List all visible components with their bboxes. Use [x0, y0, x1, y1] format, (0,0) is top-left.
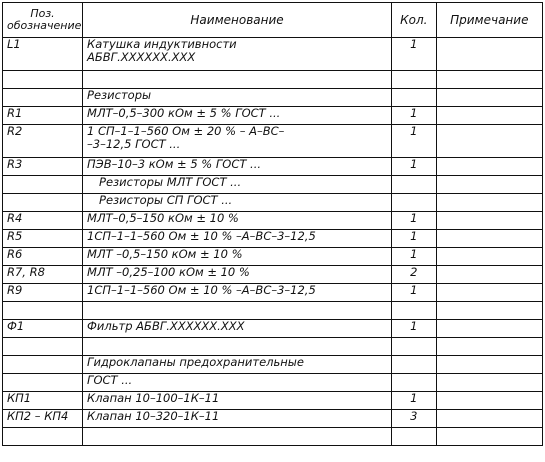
cell-name: [83, 230, 392, 248]
table-row: [3, 89, 543, 107]
table-row: [3, 302, 543, 320]
table-row: [3, 230, 543, 248]
cell-name: [83, 71, 392, 89]
table-row: [3, 38, 543, 71]
cell-name-line: –3–12,5 ГОСТ ...: [87, 137, 181, 151]
cell-name: [83, 212, 392, 230]
cell-name-line: МЛТ–0,5–300 кОм ± 5 % ГОСТ ...: [87, 106, 281, 120]
cell-note: [436, 302, 542, 320]
cell-note: [436, 356, 542, 374]
cell-name: [83, 338, 392, 356]
cell-note: [436, 125, 542, 158]
cell-quantity: [392, 89, 437, 107]
cell-position: Ф1: [3, 320, 83, 338]
cell-quantity: 1: [392, 38, 437, 71]
cell-name: [83, 356, 392, 374]
cell-quantity: 1: [392, 158, 437, 176]
cell-position: [3, 194, 83, 212]
cell-name: [83, 125, 392, 158]
table-row: [3, 410, 543, 428]
cell-quantity: 1: [392, 248, 437, 266]
cell-position: R1: [3, 107, 83, 125]
cell-note: [436, 374, 542, 392]
table-row: [3, 320, 543, 338]
cell-quantity: 1: [392, 230, 437, 248]
cell-quantity: 1: [392, 125, 437, 158]
header-note: Примечание: [436, 3, 542, 38]
cell-name: [83, 320, 392, 338]
cell-position: [3, 176, 83, 194]
cell-name: [83, 158, 392, 176]
cell-position: L1: [3, 38, 83, 71]
cell-position: R7, R8: [3, 266, 83, 284]
cell-note: [436, 89, 542, 107]
cell-name: [83, 392, 392, 410]
header-position: [3, 3, 83, 38]
cell-note: [436, 284, 542, 302]
cell-quantity: [392, 71, 437, 89]
table-header-row: [3, 3, 543, 38]
cell-name-line: АБВГ.XXXXXX.XXX: [87, 50, 196, 64]
cell-name-line: Фильтр АБВГ.XXXXXX.XXX: [87, 319, 245, 333]
cell-name-line: Резисторы: [87, 88, 152, 102]
cell-name-line: 1СП–1–1–560 Ом ± 10 % –А–ВС–3–12,5: [87, 283, 316, 297]
cell-note: [436, 428, 542, 446]
header-position-line1: Поз.: [30, 7, 55, 20]
cell-name-line: МЛТ –0,25–100 кОм ± 10 %: [87, 265, 250, 279]
table-row: [3, 392, 543, 410]
cell-position: КП1: [3, 392, 83, 410]
cell-quantity: 1: [392, 320, 437, 338]
cell-quantity: [392, 338, 437, 356]
cell-quantity: [392, 374, 437, 392]
cell-note: [436, 107, 542, 125]
cell-position: [3, 356, 83, 374]
cell-note: [436, 338, 542, 356]
specification-table: [2, 2, 543, 446]
cell-note: [436, 158, 542, 176]
cell-position: R2: [3, 125, 83, 158]
cell-name: [83, 107, 392, 125]
cell-note: [436, 71, 542, 89]
cell-name: [83, 284, 392, 302]
cell-name: [83, 176, 392, 194]
cell-quantity: 3: [392, 410, 437, 428]
cell-note: [436, 212, 542, 230]
cell-quantity: [392, 428, 437, 446]
cell-quantity: [392, 176, 437, 194]
table-row: [3, 374, 543, 392]
cell-note: [436, 410, 542, 428]
table-row: [3, 125, 543, 158]
table-row: [3, 158, 543, 176]
cell-position: [3, 374, 83, 392]
cell-name: [83, 266, 392, 284]
cell-name-line: Резисторы СП ГОСТ ...: [99, 193, 233, 207]
cell-position: [3, 89, 83, 107]
table-row: [3, 71, 543, 89]
table-row: [3, 338, 543, 356]
table-row: [3, 428, 543, 446]
cell-name: [83, 428, 392, 446]
cell-quantity: 1: [392, 212, 437, 230]
cell-note: [436, 230, 542, 248]
cell-name-line: ПЭВ–10–3 кОм ± 5 % ГОСТ ...: [87, 157, 262, 171]
table-row: [3, 356, 543, 374]
table-row: [3, 248, 543, 266]
table-row: [3, 194, 543, 212]
cell-name-line: ГОСТ ...: [87, 373, 133, 387]
cell-position: R3: [3, 158, 83, 176]
table-row: [3, 176, 543, 194]
cell-note: [436, 320, 542, 338]
cell-name-line: 1СП–1–1–560 Ом ± 10 % –А–ВС–3–12,5: [87, 229, 316, 243]
cell-quantity: [392, 356, 437, 374]
cell-position: [3, 338, 83, 356]
cell-quantity: 1: [392, 107, 437, 125]
cell-name: [83, 374, 392, 392]
cell-name-line: 1 СП–1–1–560 Ом ± 20 % – А–ВС–: [87, 124, 285, 138]
cell-quantity: [392, 302, 437, 320]
cell-note: [436, 248, 542, 266]
cell-position: R4: [3, 212, 83, 230]
table-row: [3, 212, 543, 230]
cell-note: [436, 176, 542, 194]
cell-position: R6: [3, 248, 83, 266]
cell-name: [83, 410, 392, 428]
header-position-line2: обозначение: [7, 19, 82, 32]
cell-position: R5: [3, 230, 83, 248]
header-name: Наименование: [83, 3, 392, 38]
table-body: [3, 38, 543, 446]
table-row: [3, 284, 543, 302]
cell-position: КП2 – КП4: [3, 410, 83, 428]
cell-position: R9: [3, 284, 83, 302]
cell-quantity: 2: [392, 266, 437, 284]
cell-position: [3, 428, 83, 446]
cell-name-line: Резисторы МЛТ ГОСТ ...: [99, 175, 242, 189]
cell-name-line: МЛТ–0,5–150 кОм ± 10 %: [87, 211, 239, 225]
cell-quantity: [392, 194, 437, 212]
cell-note: [436, 194, 542, 212]
cell-note: [436, 38, 542, 71]
cell-name: [83, 194, 392, 212]
cell-quantity: 1: [392, 284, 437, 302]
cell-name: [83, 302, 392, 320]
header-quantity: Кол.: [392, 3, 437, 38]
cell-position: [3, 302, 83, 320]
cell-name-line: Клапан 10–100–1К–11: [87, 391, 220, 405]
cell-name-line: Катушка индуктивности: [87, 37, 237, 51]
cell-quantity: 1: [392, 392, 437, 410]
cell-name: [83, 89, 392, 107]
cell-name: [83, 38, 392, 71]
table-row: [3, 266, 543, 284]
cell-note: [436, 266, 542, 284]
table-row: [3, 107, 543, 125]
cell-name-line: МЛТ –0,5–150 кОм ± 10 %: [87, 247, 243, 261]
cell-note: [436, 392, 542, 410]
cell-position: [3, 71, 83, 89]
cell-name-line: Гидроклапаны предохранительные: [87, 355, 304, 369]
cell-name-line: Клапан 10–320–1К–11: [87, 409, 220, 423]
cell-name: [83, 248, 392, 266]
